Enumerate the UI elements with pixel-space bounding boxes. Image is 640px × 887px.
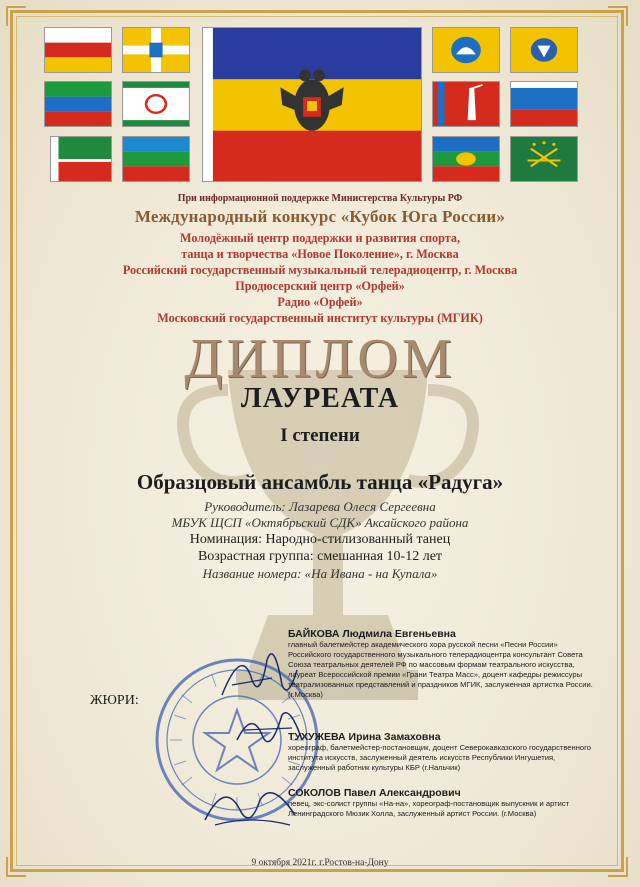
juror-1: [288, 628, 603, 700]
laureate-heading: ЛАУРЕАТА: [240, 383, 400, 414]
contest-title: Международный конкурс «Кубок Юга России»: [134, 207, 506, 226]
juror-name: БАЙКОВА Людмила Евгеньевна: [288, 628, 456, 640]
juror-3: [288, 787, 603, 819]
number-title: Название номера: «На Ивана - на Купала»: [202, 566, 438, 581]
jury-label: ЖЮРИ:: [90, 693, 139, 708]
crimea-flag: [510, 81, 578, 127]
frame-corner: [6, 6, 26, 26]
signature-3: [200, 780, 300, 835]
juror-description: певец, экс-солист группы «На-на», хореограф-постановщик выпускник и артист Ленинградского Мюзик Холла, заслуженный артист России. (г.Москва): [288, 799, 570, 818]
adygea-flag: [510, 136, 578, 182]
organizer-line: Радио «Орфей»: [277, 295, 363, 309]
ingushetia-flag: [122, 81, 190, 127]
organizer-line: Продюсерский центр «Орфей»: [235, 279, 405, 293]
diploma-heading: ДИПЛОМ: [184, 328, 456, 390]
dagestan-flag: [44, 81, 112, 127]
head-name: Руководитель: Лазарева Олеся Сергеевна: [204, 499, 436, 514]
frame-corner: [608, 6, 628, 26]
nomination: Номинация: Народно-стилизованный танец: [189, 532, 451, 547]
juror-name: ТУХУЖЕВА Ирина Замаховна: [288, 731, 441, 743]
organizer-line: Российский государственный музыкальный телерадиоцентр, г. Москва: [122, 263, 518, 277]
chechnya-flag: [50, 136, 112, 182]
degree-label: I степени: [280, 425, 360, 446]
date-place-footer: 9 октября 2021г. г.Ростов-на-Дону: [251, 858, 389, 868]
organizer-line: Московский государственный институт культуры (МГИК): [157, 311, 483, 325]
astrakhan-flag: [510, 27, 578, 73]
ministry-support-line: При информационной поддержке Министерства Культуры РФ: [177, 193, 463, 204]
stavropol-flag: [122, 27, 190, 73]
institution-name: МБУК ЩСП «Октябрьский СДК» Аксайского района: [171, 515, 469, 530]
juror-2: [288, 731, 603, 773]
juror-description: главный балетмейстер академического хора русской песни «Песни России» Российского государственного музыкального телерадиоцентра консультант Совета Союза театральных деятелей РФ по массовым формам театрального искусства, лауреат Всероссийской премии «Грани Театра Масс», доцент кафедры режиссуры театрализованных представлений и праздников МГИК, заслуженная артистка России. (г.Москва): [288, 640, 593, 699]
rostov-flag: [202, 27, 422, 182]
juror-description: хореограф, балетмейстер-постановщик, доцент Северокавказского государственного института искусств, заслуженный деятель искусств Республики Ингушетия, заслуженный работник культуры КБР (г.Нальчик): [288, 743, 591, 772]
krasnodar-flag: [432, 136, 500, 182]
organizer-line: Молодёжный центр поддержки и развития спорта,: [179, 231, 460, 245]
age-group: Возрастная группа: смешанная 10-12 лет: [197, 549, 443, 564]
karachay-cherkessia-flag: [122, 136, 190, 182]
north-ossetia-flag: [44, 27, 112, 73]
kalmykia-flag: [432, 27, 500, 73]
organizer-line: танца и творчества «Новое Поколение», г. Москва: [181, 247, 459, 261]
juror-name: СОКОЛОВ Павел Александрович: [288, 787, 461, 799]
ensemble-name: Образцовый ансамбль танца «Радуга»: [136, 470, 504, 494]
volgograd-flag: [432, 81, 500, 127]
